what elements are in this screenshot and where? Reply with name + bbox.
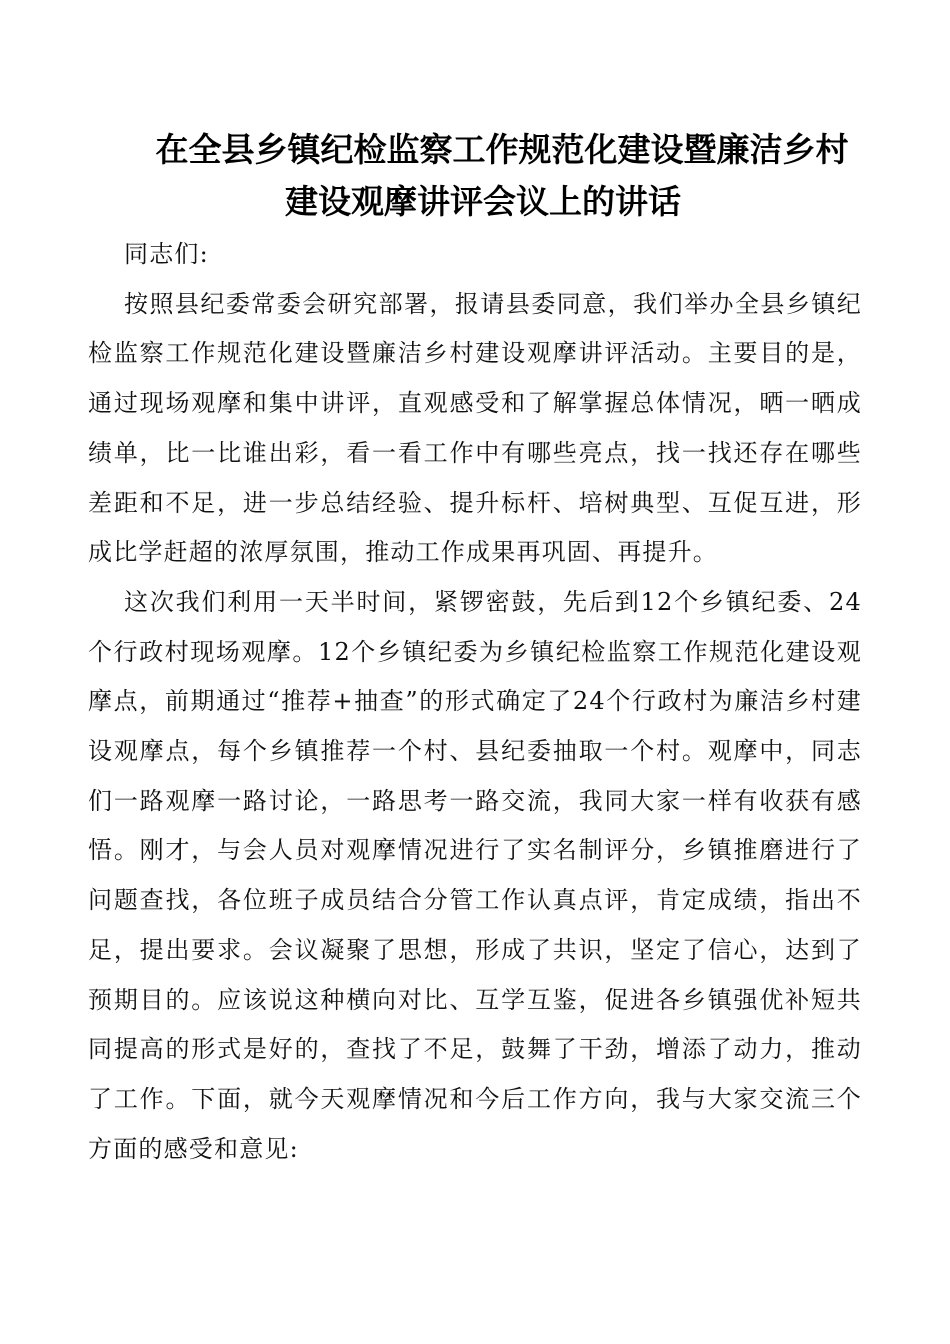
salutation: 同志们: bbox=[124, 240, 209, 268]
paragraph: 按照县纪委常委会研究部署，报请县委同意，我们举办全县乡镇纪检监察工作规范化建设暨廉洁乡村建设观摩讲评活动。主要目的是，通过现场观摩和集中讲评，直观感受和了解掌握总体情况，晒一晒成绩单，比一比谁出彩，看一看工作中有哪些亮点，找一找还存在哪些差距和不足，进一步总结经验、提升标杆、培树典型、互促互进，形成比学赶超的浓厚氛围，推动工作成果再巩固、再提升。 bbox=[88, 289, 862, 567]
title-line-1: 在全县乡镇纪检监察工作规范化建设暨廉洁乡村 bbox=[155, 130, 849, 169]
document-title bbox=[88, 124, 878, 228]
paragraph: 这次我们利用一天半时间，紧锣密鼓，先后到12个乡镇纪委、24个行政村现场观摩。12个乡镇纪委为乡镇纪检监察工作规范化建设观摩点，前期通过“推荐+抽查”的形式确定了24个行政村为廉洁乡村建设观摩点，每个乡镇推荐一个村、县纪委抽取一个村。观摩中，同志们一路观摩一路讨论，一路思考一路交流，我同大家一样有收获有感悟。刚才，与会人员对观摩情况进行了实名制评分，乡镇推磨进行了问题查找，各位班子成员结合分管工作认真点评，肯定成绩，指出不足，提出要求。会议凝聚了思想，形成了共识，坚定了信心，达到了预期目的。应该说这种横向对比、互学互鉴，促进各乡镇强优补短共同提高的形式是好的，查找了不足，鼓舞了干劲，增添了动力，推动了工作。下面，就今天观摩情况和今后工作方向，我与大家交流三个方面的感受和意见: bbox=[88, 587, 862, 1163]
title-line-2: 建设观摩讲评会议上的讲话 bbox=[285, 182, 681, 221]
document-body bbox=[88, 230, 862, 1174]
